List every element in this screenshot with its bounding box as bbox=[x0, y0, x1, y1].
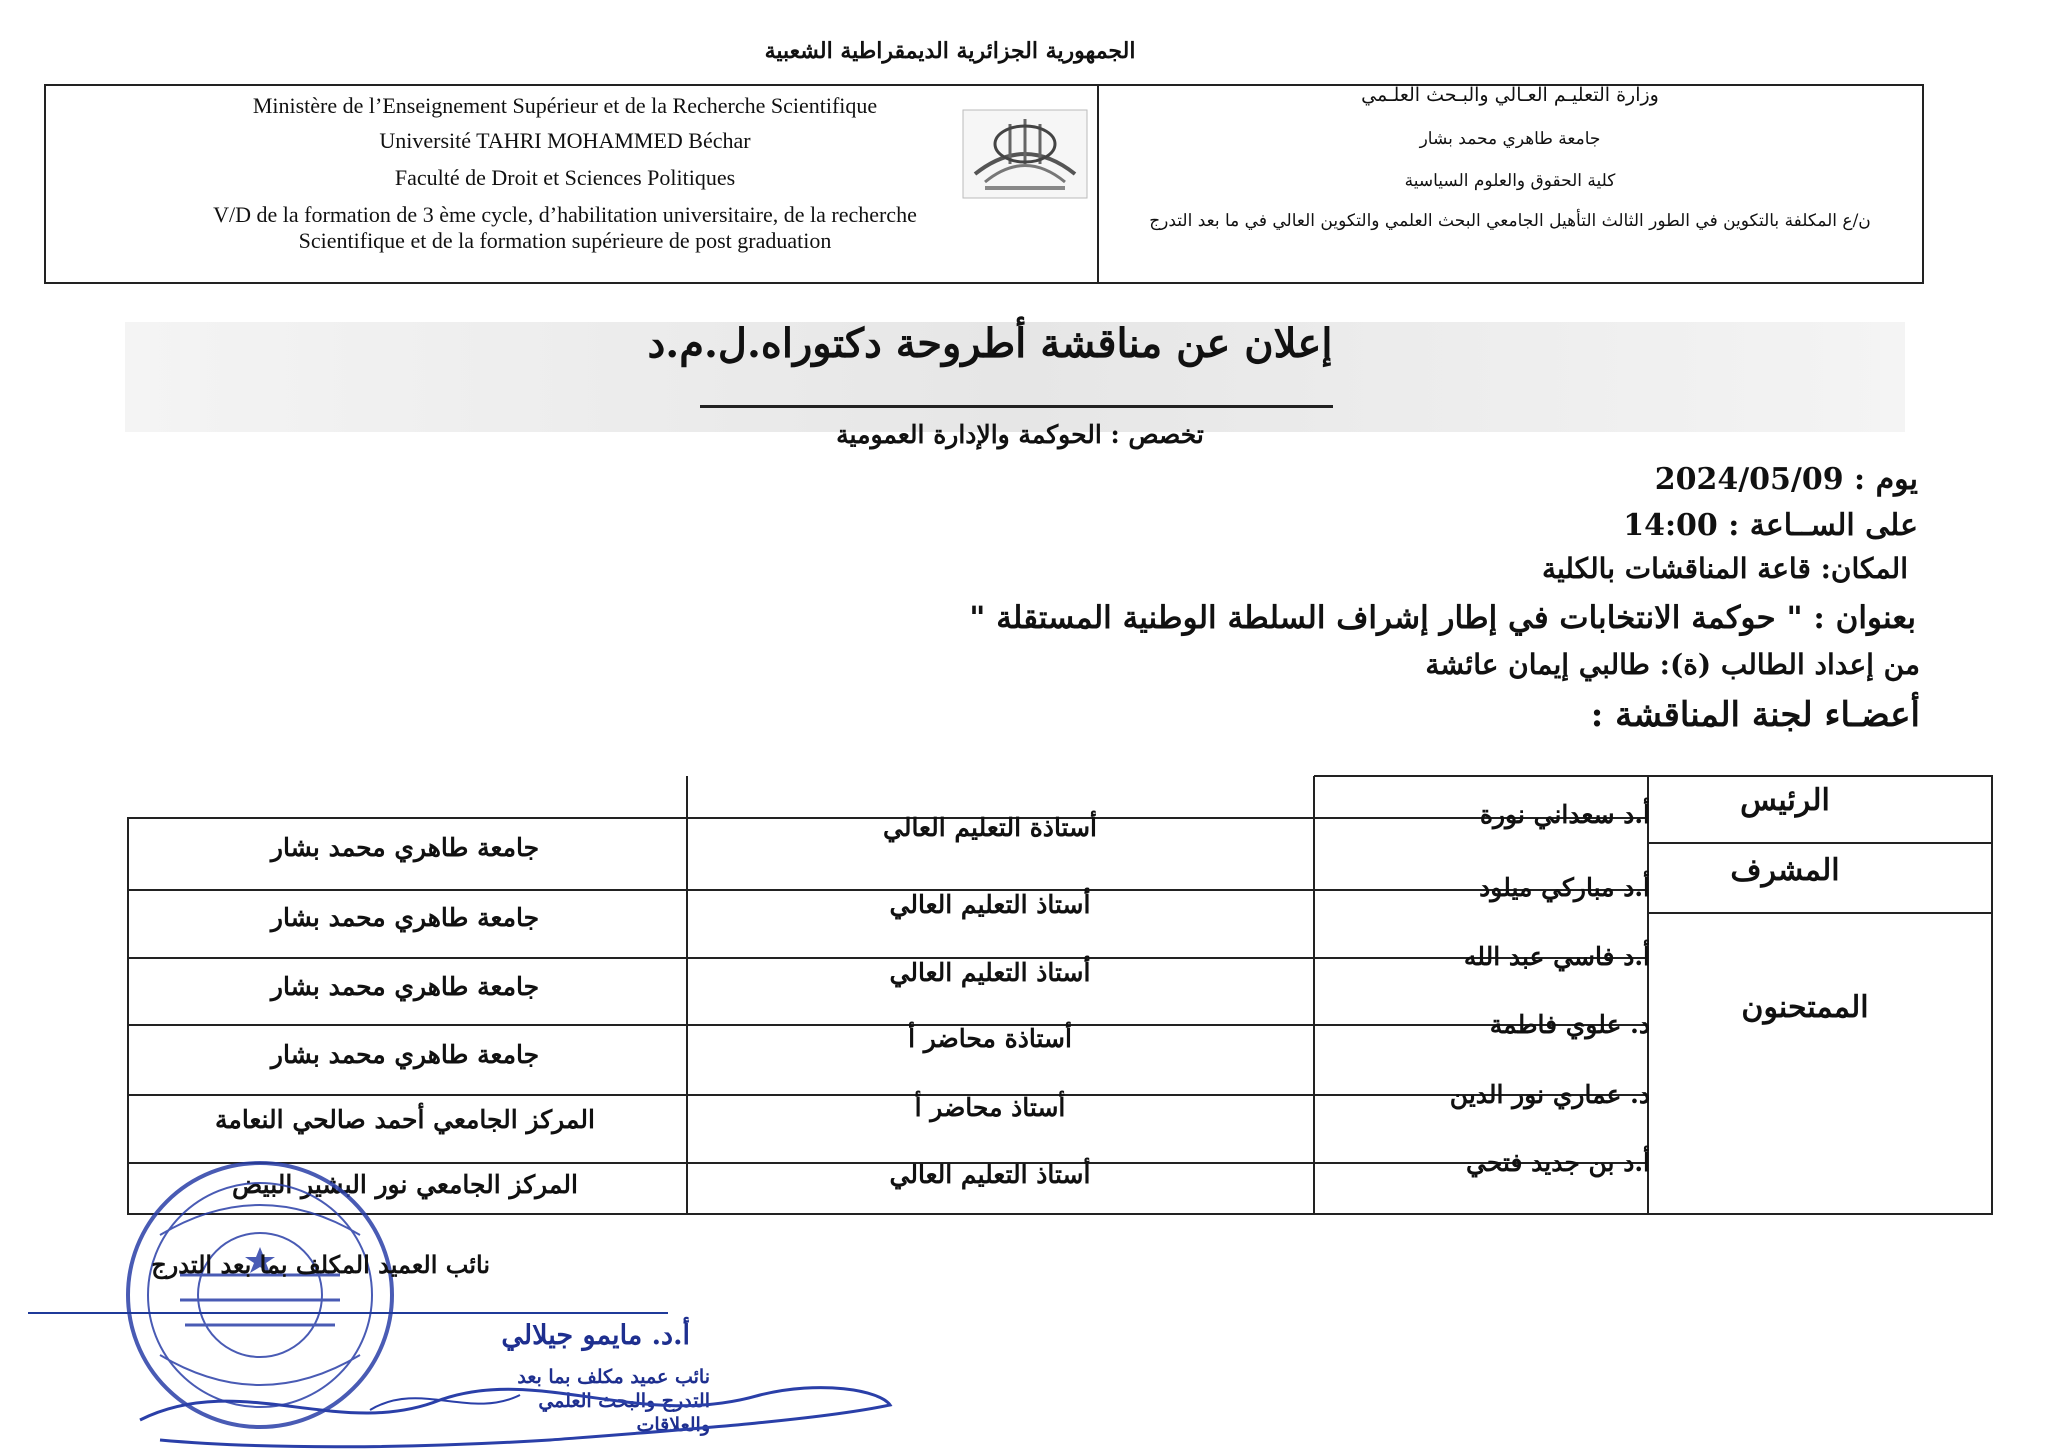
role-supervisor: المشرف bbox=[1730, 853, 1840, 888]
faculty-fr: Faculté de Droit et Sciences Politiques bbox=[394, 165, 736, 190]
republic-name: الجمهورية الجزائرية الديمقراطية الشعبية bbox=[764, 38, 1136, 64]
thesis-title: بعنوان : " حوكمة الانتخابات في إطار إشراف السلطة الوطنية المستقلة " bbox=[969, 600, 1916, 636]
university-logo-icon bbox=[955, 104, 1095, 204]
role-examiners: الممتحنون bbox=[1741, 990, 1869, 1025]
member-rank: أستاذة محاضر أ bbox=[908, 1024, 1072, 1053]
defense-date: يوم : 2024/05/09 bbox=[1654, 462, 1918, 497]
stamp-caption: نائب عميد مكلف بما بعد التدرج والبحث العلمي والعلاقات bbox=[517, 1366, 710, 1436]
letterhead-divider bbox=[1097, 86, 1099, 282]
role-president: الرئيس bbox=[1740, 783, 1830, 818]
member-name: د. علوي فاطمة bbox=[1489, 1010, 1650, 1039]
member-institution: جامعة طاهري محمد بشار bbox=[270, 903, 540, 932]
ministry-fr: Ministère de l’Enseignement Supérieur et de la Recherche Scientifique bbox=[252, 93, 878, 118]
vice-dean-ar: ن/ع المكلفة بالتكوين في الطور الثالث التأهيل الجامعي البحث العلمي والتكوين العالي في ما بعد التدرج bbox=[1149, 211, 1871, 231]
member-name: أ.د بن جديد فتحي bbox=[1465, 1148, 1650, 1177]
member-name: د. عماري نور الدين bbox=[1449, 1080, 1650, 1109]
student-name: من إعداد الطالب (ة): طالبي إيمان عائشة bbox=[1425, 648, 1920, 681]
member-rank: أستاذة التعليم العالي bbox=[882, 813, 1097, 842]
defense-place: المكان: قاعة المناقشات بالكلية bbox=[1541, 552, 1908, 585]
university-fr: Université TAHRI MOHAMMED Béchar bbox=[379, 128, 751, 153]
member-institution: المركز الجامعي أحمد صالحي النعامة bbox=[215, 1105, 595, 1134]
title-underline bbox=[700, 405, 1333, 408]
member-rank: أستاذ التعليم العالي bbox=[889, 1160, 1091, 1189]
vice-dean-fr-line2: Scientifique et de la formation supérieure de post graduation bbox=[298, 228, 832, 253]
member-rank: أستاذ محاضر أ bbox=[914, 1093, 1066, 1122]
specialty: تخصص : الحوكمة والإدارة العمومية bbox=[836, 420, 1204, 449]
member-institution: المركز الجامعي نور البشير البيض bbox=[232, 1170, 578, 1199]
committee-heading: أعضـاء لجنة المناقشة : bbox=[1590, 695, 1920, 735]
signature-scribble-icon bbox=[120, 1360, 900, 1450]
member-institution: جامعة طاهري محمد بشار bbox=[270, 1040, 540, 1069]
announcement-title: إعلان عن مناقشة أطروحة دكتوراه.ل.م.د bbox=[647, 320, 1333, 367]
signature-rule bbox=[28, 1312, 668, 1314]
member-institution: جامعة طاهري محمد بشار bbox=[270, 972, 540, 1001]
member-name: أ.د مباركي ميلود bbox=[1479, 873, 1650, 902]
signature-title: نائب العميد المكلف بما بعد التدرج bbox=[151, 1250, 490, 1279]
member-name: أ.د فاسي عبد الله bbox=[1463, 942, 1650, 971]
university-ar: جامعة طاهري محمد بشار bbox=[1419, 129, 1601, 149]
ministry-ar: وزارة التعليـم العـالي والبـحث العلـمي bbox=[1361, 84, 1659, 106]
member-institution: جامعة طاهري محمد بشار bbox=[270, 833, 540, 862]
faculty-ar: كلية الحقوق والعلوم السياسية bbox=[1404, 171, 1616, 191]
signer-name: أ.د. مايمو جيلالي bbox=[501, 1320, 690, 1351]
member-name: أ.د سعداني نورة bbox=[1479, 800, 1650, 829]
vice-dean-fr-line1: V/D de la formation de 3 ème cycle, d’habilitation universitaire, de la recherche bbox=[213, 202, 917, 227]
defense-time: على الســاعة : 14:00 bbox=[1623, 508, 1918, 543]
member-rank: أستاذ التعليم العالي bbox=[889, 958, 1091, 987]
member-rank: أستاذ التعليم العالي bbox=[889, 890, 1091, 919]
